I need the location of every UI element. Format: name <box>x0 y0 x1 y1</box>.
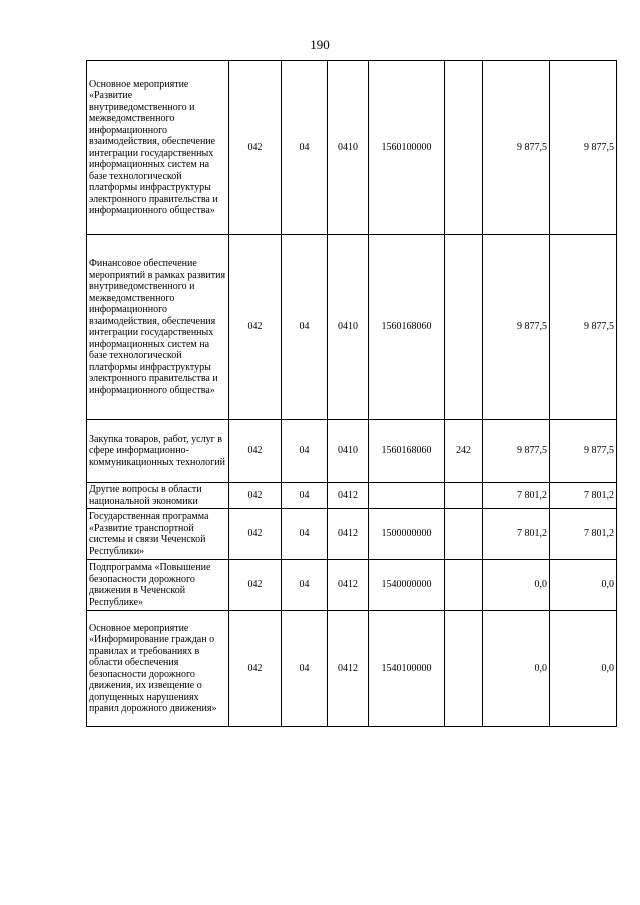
target-article-cell: 1560168060 <box>369 420 445 483</box>
ved-cell: 042 <box>229 61 282 235</box>
table-row <box>87 611 617 727</box>
amount-cell-1: 0,0 <box>483 611 550 727</box>
row-name-cell: Государственная программа «Развитие транспортной системы и связи Чеченской Республики» <box>87 509 229 560</box>
section-cell: 04 <box>282 61 328 235</box>
ved-cell: 042 <box>229 611 282 727</box>
section-cell: 04 <box>282 420 328 483</box>
target-article-cell: 1500000000 <box>369 509 445 560</box>
row-name-cell: Финансовое обеспечение мероприятий в рамках развития внутриведомственного и межведомственного информационного взаимодействия, обеспечения интеграции государственных информационных систем на базе технологической платформы инфраструктуры электронного правительства и информационного общества» <box>87 235 229 420</box>
table-row <box>87 61 617 235</box>
amount-cell-1: 9 877,5 <box>483 420 550 483</box>
table-row <box>87 483 617 509</box>
target-article-cell: 1560168060 <box>369 235 445 420</box>
subsection-cell: 0410 <box>328 61 369 235</box>
amount-cell-2: 0,0 <box>550 611 617 727</box>
amount-cell-2: 9 877,5 <box>550 235 617 420</box>
expense-type-cell <box>445 509 483 560</box>
row-name-cell: Другие вопросы в области национальной экономики <box>87 483 229 509</box>
section-cell: 04 <box>282 235 328 420</box>
page-number: 190 <box>310 37 330 52</box>
table-row <box>87 560 617 611</box>
table-row <box>87 235 617 420</box>
amount-cell-2: 7 801,2 <box>550 509 617 560</box>
expense-type-cell <box>445 560 483 611</box>
row-name-cell: Основное мероприятие «Информирование граждан о правилах и требованиях в области обеспечения безопасности дорожного движения, их извещение о допущенных нарушениях правил дорожного движения» <box>87 611 229 727</box>
expense-type-cell <box>445 235 483 420</box>
subsection-cell: 0410 <box>328 420 369 483</box>
amount-cell-1: 9 877,5 <box>483 61 550 235</box>
row-name-cell: Подпрограмма «Повышение безопасности дорожного движения в Чеченской Республике» <box>87 560 229 611</box>
subsection-cell: 0412 <box>328 483 369 509</box>
section-cell: 04 <box>282 483 328 509</box>
ved-cell: 042 <box>229 235 282 420</box>
subsection-cell: 0412 <box>328 509 369 560</box>
target-article-cell: 1560100000 <box>369 61 445 235</box>
section-cell: 04 <box>282 509 328 560</box>
expense-type-cell <box>445 611 483 727</box>
subsection-cell: 0412 <box>328 611 369 727</box>
table-row <box>87 420 617 483</box>
expense-type-cell: 242 <box>445 420 483 483</box>
amount-cell-1: 7 801,2 <box>483 509 550 560</box>
ved-cell: 042 <box>229 509 282 560</box>
target-article-cell <box>369 483 445 509</box>
amount-cell-2: 7 801,2 <box>550 483 617 509</box>
subsection-cell: 0412 <box>328 560 369 611</box>
ved-cell: 042 <box>229 483 282 509</box>
row-name-cell: Закупка товаров, работ, услуг в сфере информационно-коммуникационных технологий <box>87 420 229 483</box>
row-name-cell: Основное мероприятие «Развитие внутриведомственного и межведомственного информационного взаимодействия, обеспечение интеграции государственных информационных систем на базе технологической платформы инфраструктуры электронного правительства и информационного общества» <box>87 61 229 235</box>
expense-type-cell <box>445 483 483 509</box>
section-cell: 04 <box>282 611 328 727</box>
section-cell: 04 <box>282 560 328 611</box>
amount-cell-2: 9 877,5 <box>550 61 617 235</box>
amount-cell-1: 7 801,2 <box>483 483 550 509</box>
ved-cell: 042 <box>229 420 282 483</box>
table-row <box>87 509 617 560</box>
amount-cell-1: 9 877,5 <box>483 235 550 420</box>
subsection-cell: 0410 <box>328 235 369 420</box>
amount-cell-2: 0,0 <box>550 560 617 611</box>
target-article-cell: 1540100000 <box>369 611 445 727</box>
amount-cell-1: 0,0 <box>483 560 550 611</box>
budget-table <box>86 60 617 727</box>
expense-type-cell <box>445 61 483 235</box>
ved-cell: 042 <box>229 560 282 611</box>
amount-cell-2: 9 877,5 <box>550 420 617 483</box>
target-article-cell: 1540000000 <box>369 560 445 611</box>
